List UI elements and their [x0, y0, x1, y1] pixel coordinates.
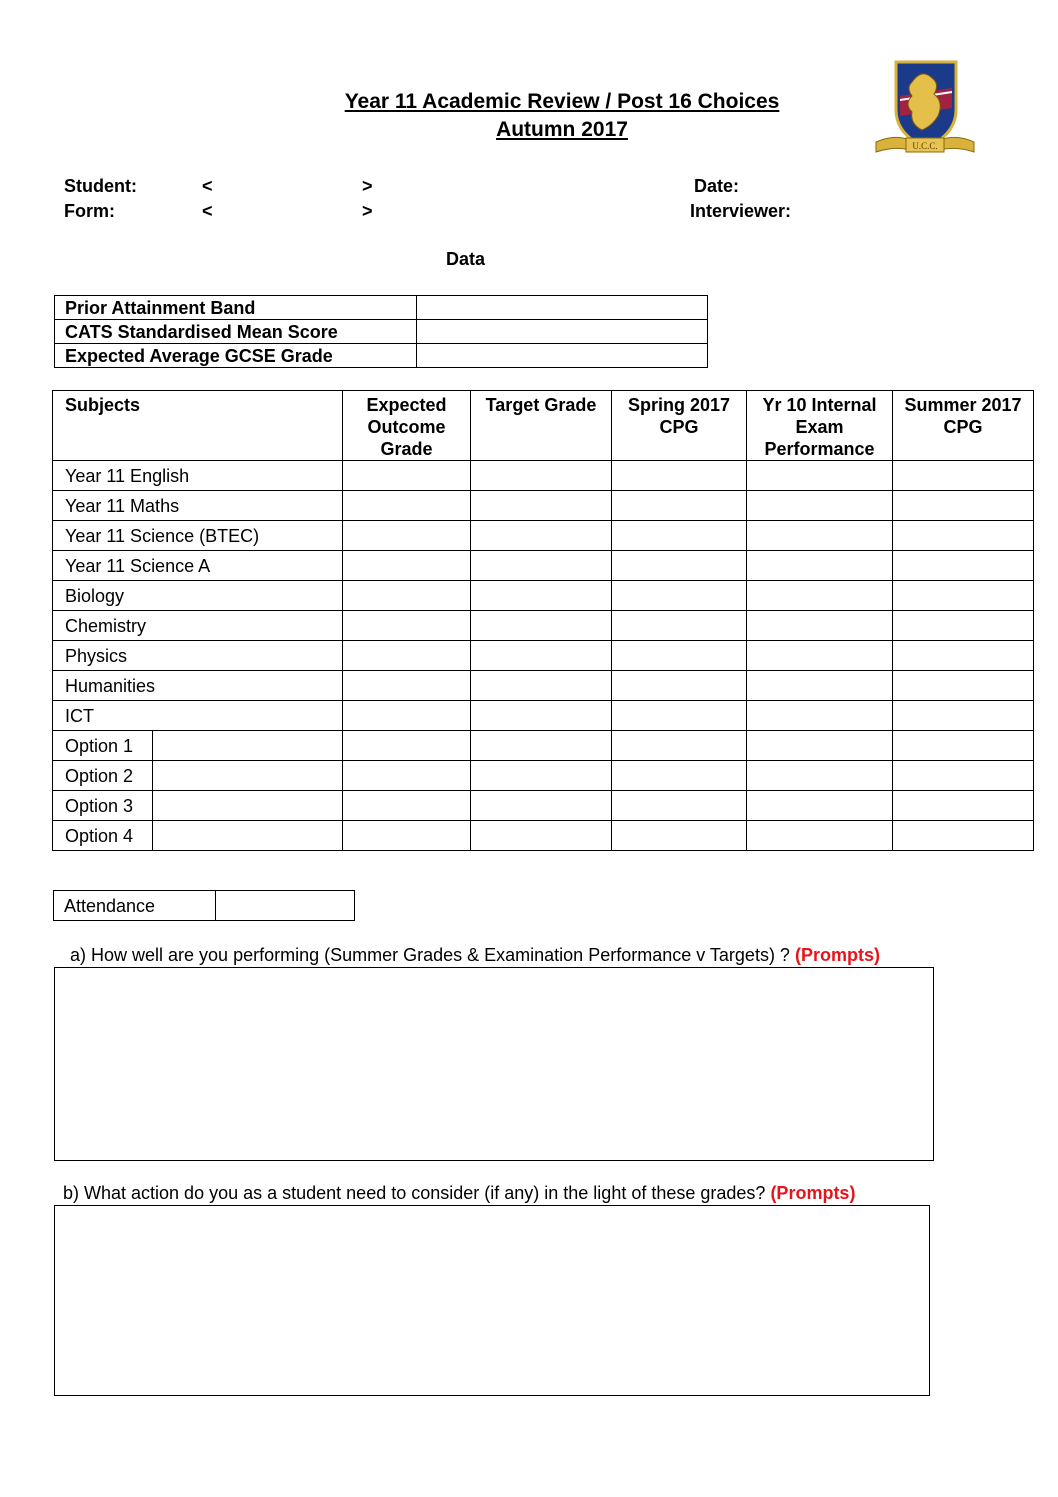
prior-label: Prior Attainment Band [55, 296, 417, 320]
answer-a-box[interactable] [54, 967, 934, 1161]
student-close-bracket: > [362, 176, 373, 196]
subject-name: Year 11 English [53, 461, 343, 491]
grade-cell[interactable] [612, 521, 747, 551]
prior-value-cell[interactable] [417, 296, 708, 320]
option-label: Option 1 [53, 731, 153, 761]
grade-cell[interactable] [893, 641, 1034, 671]
attendance-label: Attendance [54, 891, 216, 921]
header-target-grade: Target Grade [471, 391, 612, 461]
header-subjects: Subjects [53, 391, 343, 461]
grade-cell[interactable] [747, 731, 893, 761]
subject-name: Year 11 Maths [53, 491, 343, 521]
table-row [53, 641, 1034, 671]
grade-cell[interactable] [471, 641, 612, 671]
subject-name: Year 11 Science A [53, 551, 343, 581]
table-row [53, 821, 1034, 851]
grade-cell[interactable] [893, 701, 1034, 731]
grade-cell[interactable] [343, 761, 471, 791]
grade-cell[interactable] [893, 731, 1034, 761]
data-heading: Data [446, 249, 486, 269]
table-row [53, 551, 1034, 581]
grade-cell[interactable] [612, 761, 747, 791]
grade-cell[interactable] [612, 641, 747, 671]
form-label: Form: [64, 201, 115, 221]
student-open-bracket: < [202, 176, 213, 196]
page-subtitle: Autumn 2017 [496, 118, 628, 141]
table-row [53, 671, 1034, 701]
grade-cell[interactable] [343, 671, 471, 701]
table-row [53, 761, 1034, 791]
table-row [53, 611, 1034, 641]
grade-cell[interactable] [343, 731, 471, 761]
question-b [63, 1182, 855, 1204]
header-spring-cpg: Spring 2017 CPG [612, 391, 747, 461]
grade-cell[interactable] [893, 491, 1034, 521]
attendance-table [53, 890, 355, 921]
grade-cell[interactable] [747, 461, 893, 491]
grade-cell[interactable] [471, 821, 612, 851]
prior-value-cell[interactable] [417, 344, 708, 368]
subjects-table [52, 390, 1034, 851]
grade-cell[interactable] [471, 791, 612, 821]
option-subject-cell[interactable] [153, 791, 343, 821]
grade-cell[interactable] [343, 701, 471, 731]
grade-cell[interactable] [343, 551, 471, 581]
grade-cell[interactable] [747, 641, 893, 671]
grade-cell[interactable] [343, 521, 471, 551]
grade-cell[interactable] [471, 671, 612, 701]
grade-cell[interactable] [612, 461, 747, 491]
grade-cell[interactable] [612, 731, 747, 761]
prior-label: CATS Standardised Mean Score [55, 320, 417, 344]
grade-cell[interactable] [893, 611, 1034, 641]
grade-cell[interactable] [893, 761, 1034, 791]
table-row [53, 461, 1034, 491]
header-summer-cpg: Summer 2017 CPG [893, 391, 1034, 461]
grade-cell[interactable] [747, 761, 893, 791]
table-row [53, 521, 1034, 551]
table-row [55, 344, 708, 368]
grade-cell[interactable] [612, 581, 747, 611]
grade-cell[interactable] [343, 641, 471, 671]
grade-cell[interactable] [612, 671, 747, 701]
table-row [54, 891, 355, 921]
grade-cell[interactable] [612, 611, 747, 641]
grade-cell[interactable] [893, 581, 1034, 611]
table-row [53, 491, 1034, 521]
table-row [53, 581, 1034, 611]
grade-cell[interactable] [343, 461, 471, 491]
page-title: Year 11 Academic Review / Post 16 Choices [344, 90, 780, 113]
interviewer-label: Interviewer: [690, 201, 792, 221]
grade-cell[interactable] [747, 671, 893, 701]
student-label: Student: [64, 176, 137, 196]
table-row [53, 791, 1034, 821]
question-a-text: a) How well are you performing (Summer Grades & Examination Performance v Targets) ? [70, 945, 790, 965]
option-label: Option 2 [53, 761, 153, 791]
question-a-prompt[interactable]: (Prompts) [794, 945, 880, 965]
form-open-bracket: < [202, 201, 213, 221]
option-label: Option 4 [53, 821, 153, 851]
grade-cell[interactable] [612, 791, 747, 821]
grade-cell[interactable] [612, 701, 747, 731]
table-row [53, 731, 1034, 761]
grade-cell[interactable] [612, 821, 747, 851]
attendance-value-cell[interactable] [216, 891, 355, 921]
subject-name: Chemistry [53, 611, 343, 641]
table-header-row [53, 391, 1034, 461]
prior-label: Expected Average GCSE Grade [55, 344, 417, 368]
grade-cell[interactable] [471, 491, 612, 521]
option-subject-cell[interactable] [153, 761, 343, 791]
answer-b-box[interactable] [54, 1205, 930, 1396]
header-yr10-exam: Yr 10 Internal Exam Performance [747, 391, 893, 461]
grade-cell[interactable] [471, 701, 612, 731]
grade-cell[interactable] [471, 761, 612, 791]
prior-attainment-table [54, 295, 708, 368]
option-subject-cell[interactable] [153, 731, 343, 761]
grade-cell[interactable] [747, 581, 893, 611]
prior-value-cell[interactable] [417, 320, 708, 344]
table-row [55, 320, 708, 344]
header-expected-outcome: Expected Outcome Grade [343, 391, 471, 461]
subject-name: Physics [53, 641, 343, 671]
question-b-text: b) What action do you as a student need to consider (if any) in the light of these grades? [63, 1183, 766, 1203]
grade-cell[interactable] [747, 821, 893, 851]
school-crest-icon [874, 58, 976, 158]
grade-cell[interactable] [471, 611, 612, 641]
table-row [55, 296, 708, 320]
grade-cell[interactable] [893, 791, 1034, 821]
subject-name: ICT [53, 701, 343, 731]
grade-cell[interactable] [893, 521, 1034, 551]
grade-cell[interactable] [747, 521, 893, 551]
subject-name: Biology [53, 581, 343, 611]
grade-cell[interactable] [343, 581, 471, 611]
grade-cell[interactable] [893, 551, 1034, 581]
grade-cell[interactable] [612, 551, 747, 581]
option-subject-cell[interactable] [153, 821, 343, 851]
subject-name: Humanities [53, 671, 343, 701]
grade-cell[interactable] [612, 491, 747, 521]
grade-cell[interactable] [471, 551, 612, 581]
grade-cell[interactable] [471, 521, 612, 551]
grade-cell[interactable] [893, 461, 1034, 491]
grade-cell[interactable] [343, 791, 471, 821]
grade-cell[interactable] [343, 821, 471, 851]
crest-motto: U.C.C. [912, 141, 938, 151]
form-close-bracket: > [362, 201, 373, 221]
grade-cell[interactable] [343, 611, 471, 641]
grade-cell[interactable] [747, 611, 893, 641]
question-b-prompt[interactable]: (Prompts) [770, 1183, 856, 1203]
grade-cell[interactable] [471, 461, 612, 491]
grade-cell[interactable] [893, 821, 1034, 851]
grade-cell[interactable] [747, 701, 893, 731]
grade-cell[interactable] [471, 581, 612, 611]
grade-cell[interactable] [747, 491, 893, 521]
grade-cell[interactable] [893, 671, 1034, 701]
subject-name: Year 11 Science (BTEC) [53, 521, 343, 551]
grade-cell[interactable] [343, 491, 471, 521]
date-label: Date: [694, 176, 740, 196]
grade-cell[interactable] [747, 791, 893, 821]
question-a [70, 944, 880, 966]
grade-cell[interactable] [747, 551, 893, 581]
grade-cell[interactable] [471, 731, 612, 761]
option-label: Option 3 [53, 791, 153, 821]
table-row [53, 701, 1034, 731]
